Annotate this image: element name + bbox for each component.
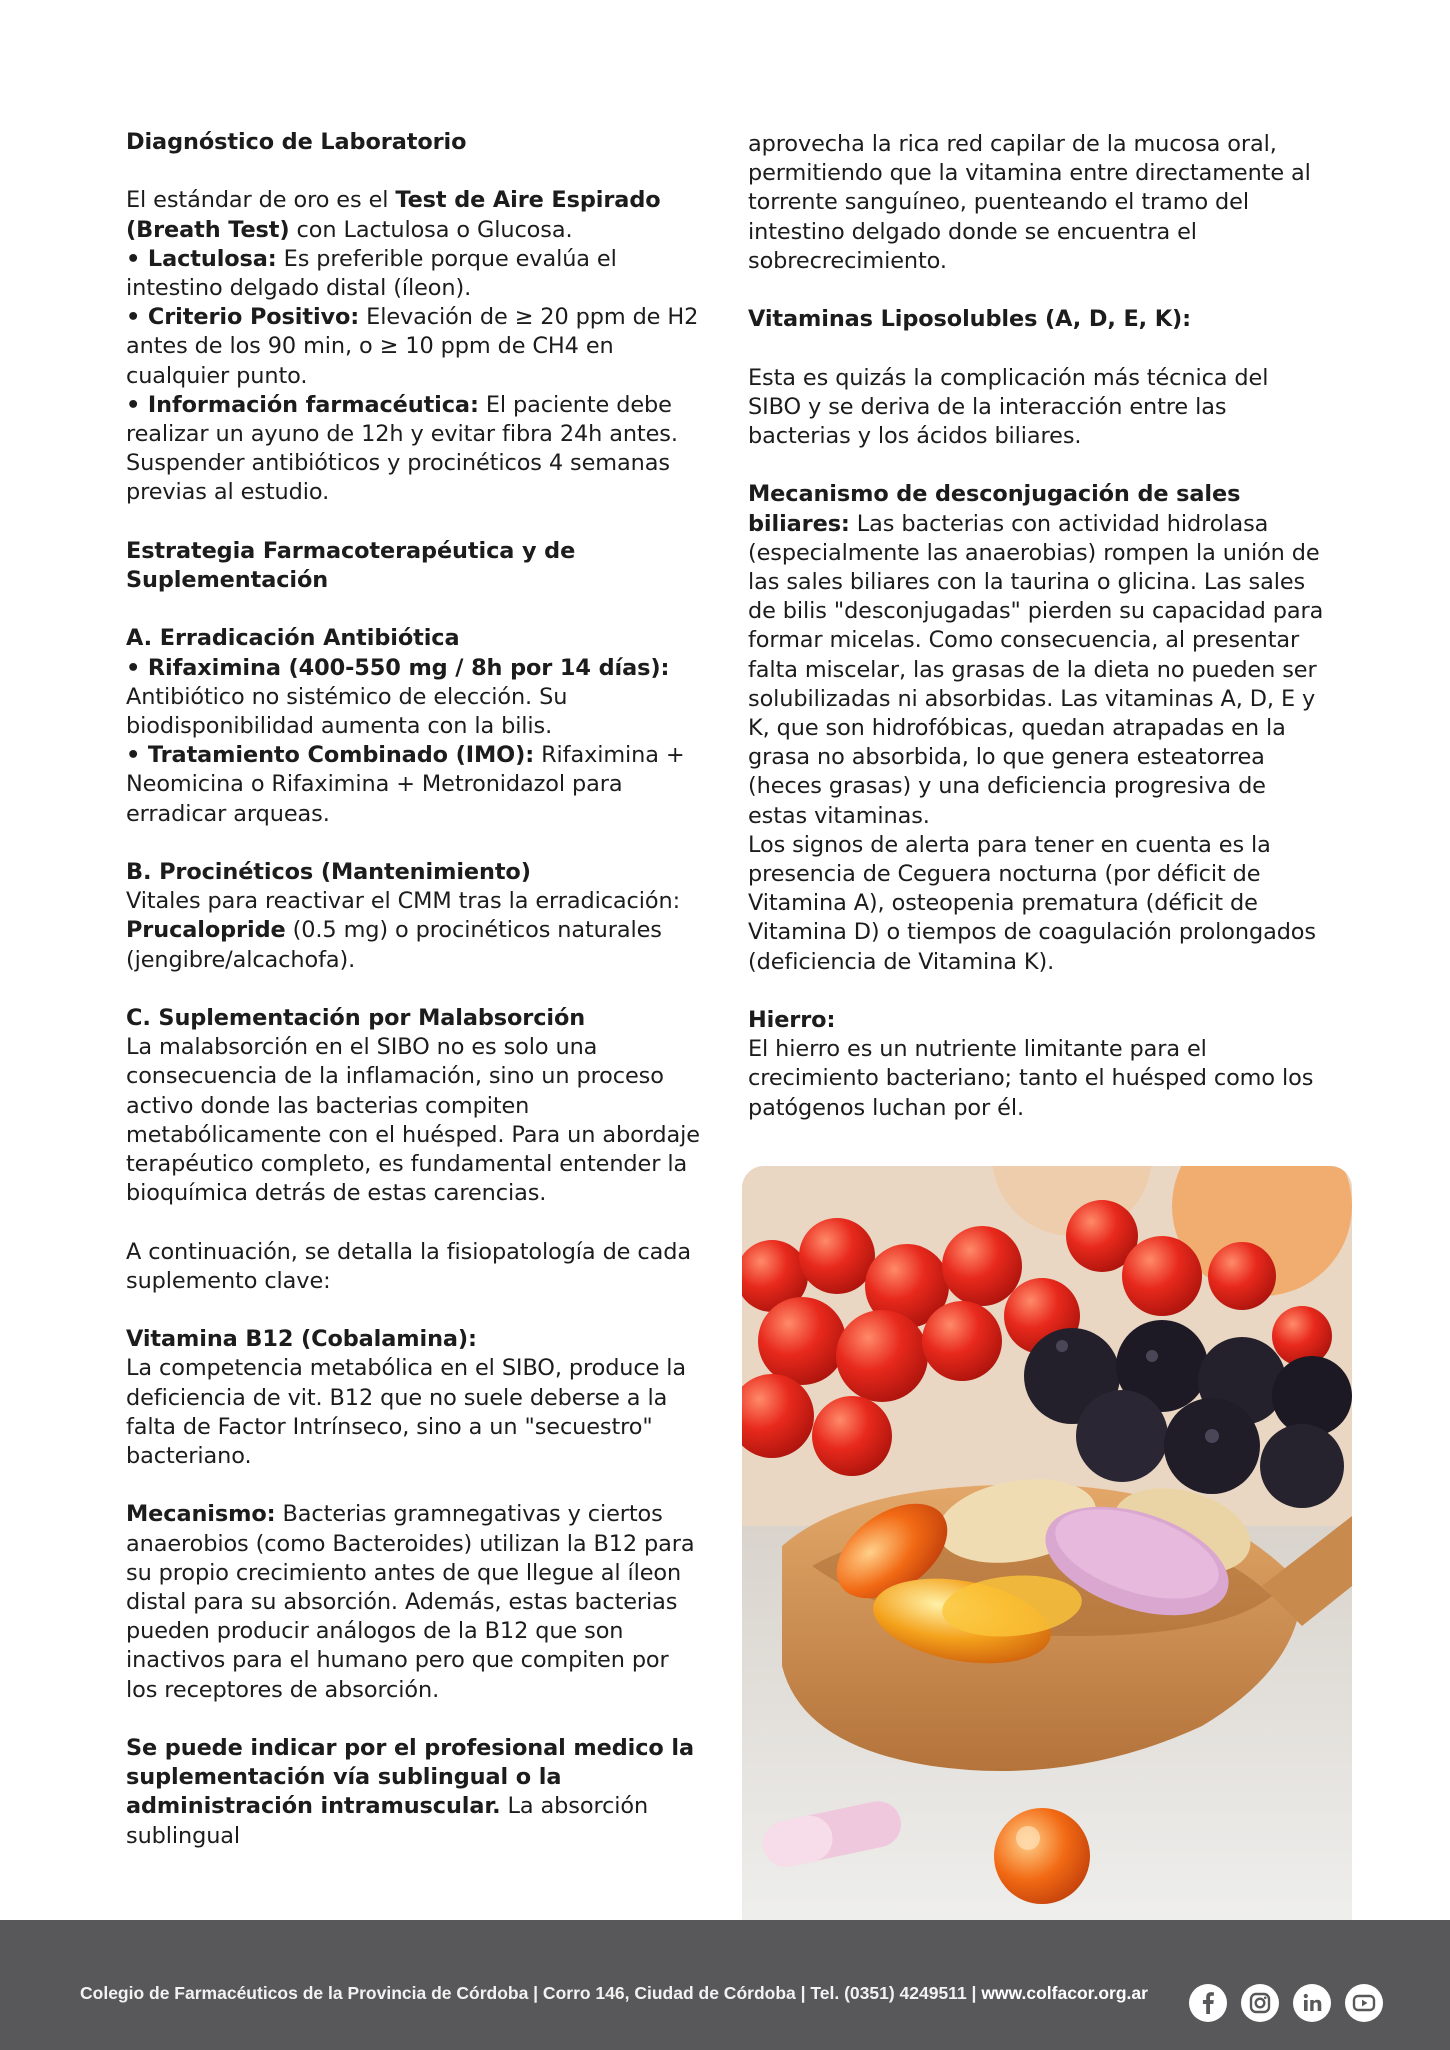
antibiotic-section-heading: A. Erradicación Antibiótica xyxy=(126,625,460,652)
combined-treatment-bullet: • Tratamiento Combinado (IMO): Rifaximina + Neomicina o Rifaximina + Metronidazol para erradicar arqueas. xyxy=(126,742,685,827)
footer xyxy=(0,1920,1450,2050)
footer-contact: Colegio de Farmacéuticos de la Provincia de Córdoba | Corro 146, Ciudad de Córdoba | Tel. (0351) 4249511 | www.colfacor.org.ar xyxy=(80,1983,1148,2003)
instagram-icon[interactable] xyxy=(1241,1984,1279,2022)
breath-test-paragraph: El estándar de oro es el Test de Aire Espirado (Breath Test) con Lactulosa o Glucosa. xyxy=(126,187,661,243)
criterio-positivo-bullet: • Criterio Positivo: Elevación de ≥ 20 ppm de H2 antes de los 90 min, o ≥ 10 ppm de CH4 en cualquier punto. xyxy=(126,304,699,389)
info-farmaceutica-bullet: • Información farmacéutica: El paciente debe realizar un ayuno de 12h y evitar fibra 24h antes. Suspender antibióticos y procinéticos 4 semanas previas al estudio. xyxy=(126,391,678,506)
iron-paragraph: El hierro es un nutriente limitante para el crecimiento bacteriano; tanto el huésped como los patógenos luchan por él. xyxy=(748,1036,1314,1121)
website-link[interactable]: www.colfacor.org.ar xyxy=(981,1983,1148,2003)
right-column xyxy=(748,130,1328,1123)
strategy-heading: Estrategia Farmacoterapéutica y de Suplementación xyxy=(126,537,576,594)
b12-paragraph: La competencia metabólica en el SIBO, produce la deficiencia de vit. B12 que no suele deberse a la falta de Factor Intrínseco, sino a un "secuestro" bacteriano. xyxy=(126,1355,687,1470)
youtube-icon[interactable] xyxy=(1345,1984,1383,2022)
iron-heading: Hierro: xyxy=(748,1007,836,1034)
sublingual-paragraph: Se puede indicar por el profesional medico la suplementación vía sublingual o la administración intramuscular. La absorción sublingual xyxy=(126,1735,694,1849)
malabsorption-heading: C. Suplementación por Malabsorción xyxy=(126,1005,586,1032)
deconjugation-paragraph: Mecanismo de desconjugación de sales biliares: Las bacterias con actividad hidrolasa (especialmente las anaerobias) rompen la unión de las sales biliares con la taurina o glicina. Las sales de bilis "desconjugadas" pierden su capacidad para formar micelas. Como consecuencia, al presentar falta miscelar, las grasas de la dieta no pueden ser solubilizadas ni absorbidas. Las vitaminas A, D, E y K, que son hidrofóbicas, quedan atrapadas en la grasa no absorbida, lo que genera esteatorrea (heces grasas) y una deficiencia progresiva de estas vitaminas. xyxy=(748,481,1324,829)
mechanism-paragraph: Mecanismo: Bacterias gramnegativas y ciertos anaerobios (como Bacteroides) utilizan la B12 para su propio crecimiento antes de que llegue al íleon distal para su absorción. Además, estas bacterias pueden producir análogos de la B12 que son inactivos para el humano pero que compiten por los receptores de absorción. xyxy=(126,1501,695,1703)
facebook-icon[interactable] xyxy=(1189,1984,1227,2022)
liposoluble-heading: Vitaminas Liposolubles (A, D, E, K): xyxy=(748,306,1191,333)
b12-heading: Vitamina B12 (Cobalamina): xyxy=(126,1326,477,1353)
warning-signs-paragraph: Los signos de alerta para tener en cuenta es la presencia de Ceguera nocturna (por déficit de Vitamina A), osteopenia prematura (déficit de Vitamina D) o tiempos de coagulación prolongados (deficiencia de Vitamina K). xyxy=(748,831,1316,975)
lactulosa-bullet: • Lactulosa: Es preferible porque evalúa el intestino delgado distal (íleon). xyxy=(126,245,617,301)
prokinetics-heading: B. Procinéticos (Mantenimiento) xyxy=(126,859,531,886)
lab-diagnosis-heading: Diagnóstico de Laboratorio xyxy=(126,129,467,155)
supplements-photo xyxy=(742,1166,1352,1920)
continuation-paragraph: A continuación, se detalla la fisiopatología de cada suplemento clave: xyxy=(126,1238,691,1294)
linkedin-icon[interactable] xyxy=(1293,1984,1331,2022)
rifaximina-bullet: • Rifaximina (400-550 mg / 8h por 14 días): Antibiótico no sistémico de elección. Su biodisponibilidad aumenta con la bilis. xyxy=(126,654,670,740)
liposoluble-paragraph: Esta es quizás la complicación más técnica del SIBO y se deriva de la interacción entre las bacterias y los ácidos biliares. xyxy=(748,364,1269,449)
prokinetics-paragraph: Vitales para reactivar el CMM tras la erradicación: Prucalopride (0.5 mg) o procinéticos naturales (jengibre/alcachofa). xyxy=(126,888,681,973)
malabsorption-paragraph: La malabsorción en el SIBO no es solo una consecuencia de la inflamación, sino un proceso activo donde las bacterias compiten metabólicamente con el huésped. Para un abordaje terapéutico completo, es fundamental entender la bioquímica detrás de estas carencias. xyxy=(126,1034,700,1207)
left-column xyxy=(126,128,706,1851)
supplements-illustration xyxy=(742,1166,1352,1920)
sublingual-continuation: aprovecha la rica red capilar de la mucosa oral, permitiendo que la vitamina entre directamente al torrente sanguíneo, puenteando el tramo del intestino delgado donde se encuentra el sobrecrecimiento. xyxy=(748,131,1311,274)
